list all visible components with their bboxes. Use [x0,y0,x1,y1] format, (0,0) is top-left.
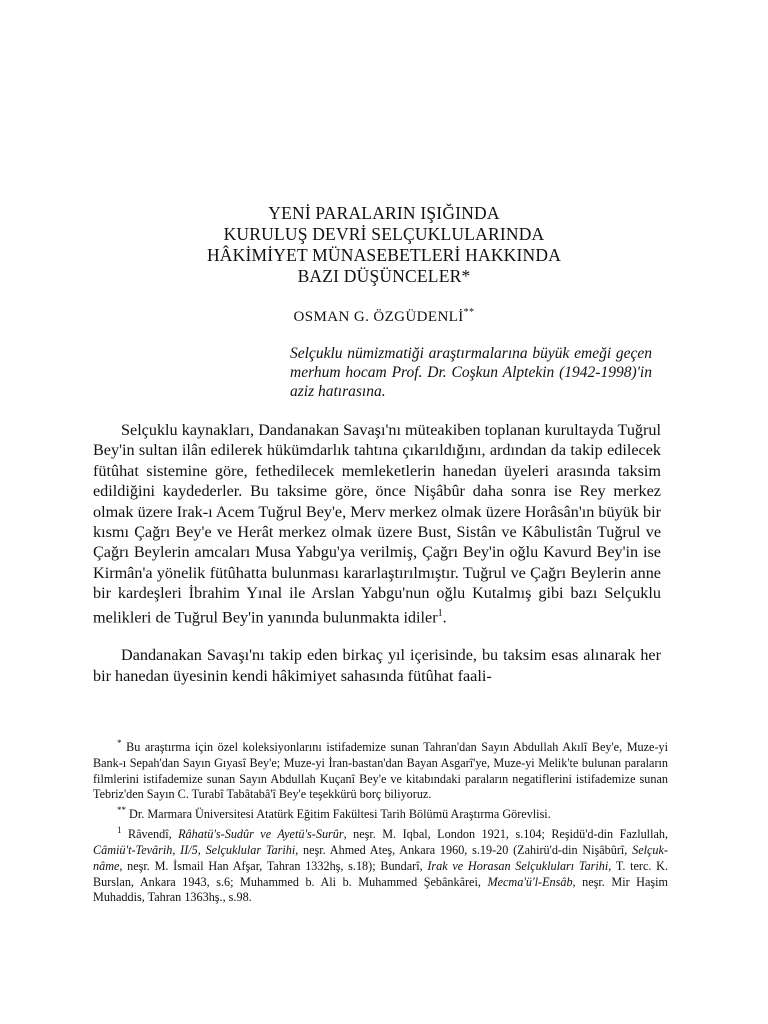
footnote-text: , neşr. M. İsmail Han Afşar, Tahran 1332hş, s.18); Bundarî, [119,858,428,873]
footnote-text: , neşr. Ahmed Ateş, Ankara 1960, s.19-20 (Zahirü'd-din Nişâbûrî, [295,842,633,857]
article-body [93,420,661,704]
body-paragraph [93,645,661,686]
footnote-mark: * [117,738,122,748]
footnote-text: Bu araştırma için özel koleksiyonlarını istifademize sunan Tahran'dan Sayın Abdullah Akılî Bey'e, Muze-yi Bank-ı Sepah'dan Sayın Gıyasî Bey'e; Muze-yi İran-bastan'dan Bayan Asgarî'ye, Muze-yi Melik'te bulunan paraların filmlerini istifademize sunan Sayın Abdullah Kuçanî Bey'e ve kitabındaki paraların negatiflerini istifademize sunan Tebriz'den Sayın C. Turabî Tabâtabâ'î Bey'e teşekkürü borç biliyoruz. [93,740,669,802]
footnote-text: , neşr. Mir Haşim Muhaddis, Tahran 1363hş., s.98. [93,874,669,905]
author-line [0,307,768,326]
footnote-mark: ** [117,805,126,816]
footnote-double-star [93,803,668,823]
author-footnote-mark: ** [463,307,475,318]
title-line: HÂKİMİYET MÜNASEBETLERİ HAKKINDA [206,245,562,265]
title-line: BAZI DÜŞÜNCELER* [297,266,471,286]
body-paragraph [93,420,661,627]
cited-work-title: Selçuk-nâme [93,842,668,873]
footnote-text: , neşr. M. Iqbal, London 1921, s.104; Reşidü'd-din Fazlullah, [343,827,669,842]
paragraph-text: Dandanakan Savaşı'nı takip eden birkaç yıl içerisinde, bu taksim esas alınarak her bir hanedan üyesinin kendi hâkimiyet sahasında fütûhat faali- [93,646,661,685]
title-line: KURULUŞ DEVRİ SELÇUKLULARINDA [223,224,545,244]
paragraph-end: . [442,608,447,627]
paragraph-text: Selçuklu kaynakları, Dandanakan Savaşı'nı müteakiben toplanan kurultayda Tuğrul Bey'in sultan ilân edilerek hükümdarlık tahtına çıkarıldığını, ardından da takip edilecek fütûhat sistemine göre, fethedilecek memleketlerin hanedan üyeleri arasında taksim edildiğini kaydederler. Bu taksime göre, önce Nişâbûr daha sonra ise Rey merkez olmak üzere Irak-ı Acem Tuğrul Bey'e, Merv merkez olmak üzere Horâsân'ın büyük bir kısmı Çağrı Bey'e ve Herât merkez olmak üzere Bust, Sistân ve Kâbulistân Tuğrul ve Çağrı Beylerin amcaları Musa Yabgu'ya verilmiş, Çağrı Bey'in oğlu Kavurd Bey'in ise Kirmân'a yönelik fütûhatta bulunması kararlaştırılmıştır. Tuğrul ve Çağrı Beylerin anne bir kardeşleri İbrahim Yınal ile Arslan Yabgu'nun oğlu Kutalmış gibi bazı Selçuklu melikleri de Tuğrul Bey'in yanında bulunmakta idiler [93,421,661,627]
article-title [0,203,768,287]
footnote-text: , T. terc. K. Burslan, Ankara 1943, s.6; Muhammed b. Ali b. Muhammed Şebânkârei, [93,858,669,889]
footnote-1 [93,823,668,906]
cited-work-title: Mecma'ü'l-Ensâb [487,874,573,889]
footnote-text: Dr. Marmara Üniversitesi Atatürk Eğitim Fakültesi Tarih Bölümü Araştırma Görevlisi. [129,807,551,822]
footnote-mark: 1 [117,825,122,836]
cited-work-title: Râhatü's-Sudûr ve Ayetü's-Surûr [178,827,344,842]
title-line: YENİ PARALARIN IŞIĞINDA [268,203,500,223]
cited-work-title: Irak ve Horasan Selçukluları Tarihi [427,858,609,873]
footnote-ref: 1 [437,607,443,619]
cited-work-title: Câmiü't-Tevârih, II/5, Selçuklular Tarihi [93,842,296,857]
dedication-epigraph: Selçuklu nümizmatiği araştırmalarına büyük emeği geçen merhum hocam Prof. Dr. Coşkun Alptekin (1942-1998)'in aziz hatırasına. [290,345,652,400]
footnotes [93,736,668,906]
footnote-star [93,736,668,803]
author-name: OSMAN G. ÖZGÜDENLİ [293,309,464,325]
footnote-text: Râvendî, [127,827,179,842]
